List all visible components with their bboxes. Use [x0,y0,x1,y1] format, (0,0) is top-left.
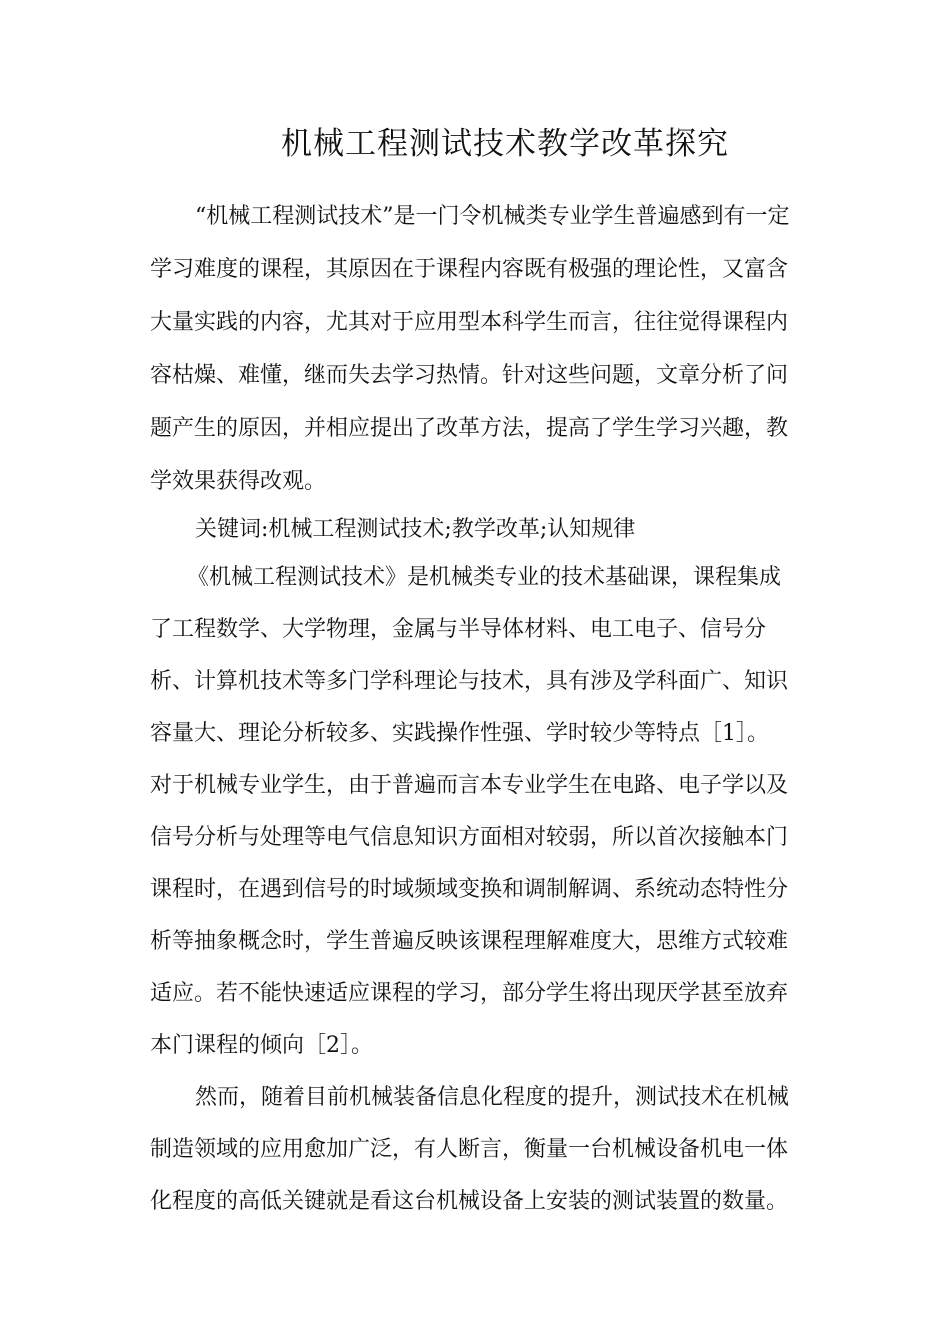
abstract-line: 大量实践的内容，尤其对于应用型本科学生而言，往往觉得课程内 [150,310,789,335]
paragraph-line: 容量大、理论分析较多、实践操作性强、学时较少等特点［1］。 [150,721,769,746]
paragraph-line: 然而，随着目前机械装备信息化程度的提升，测试技术在机械 [195,1085,790,1110]
paragraph-line: 制造领域的应用愈加广泛，有人断言，衡量一台机械设备机电一体 [150,1137,789,1162]
paragraph-line: 了工程数学、大学物理，金属与半导体材料、电工电子、信号分 [150,617,767,642]
keywords-line: 关键词:机械工程测试技术;教学改革;认知规律 [195,517,636,542]
abstract-line: 学习难度的课程，其原因在于课程内容既有极强的理论性，又富含 [150,257,789,282]
paragraph-line: 课程时，在遇到信号的时域频域变换和调制解调、系统动态特性分 [150,877,789,902]
paragraph-line: 对于机械专业学生，由于普遍而言本专业学生在电路、电子学以及 [150,773,789,798]
paragraph-line: 析等抽象概念时，学生普遍反映该课程理解难度大，思维方式较难 [150,929,789,954]
paragraph-line: 适应。若不能快速适应课程的学习，部分学生将出现厌学甚至放弃 [150,981,789,1006]
document-title: 机械工程测试技术教学改革探究 [281,126,729,162]
paragraph-line: 本门课程的倾向［2］。 [150,1033,373,1058]
abstract-line: 学效果获得改观。 [150,469,327,494]
paragraph-line: 《机械工程测试技术》是机械类专业的技术基础课，课程集成 [187,565,782,590]
paragraph-line: 析、计算机技术等多门学科理论与技术，具有涉及学科面广、知识 [150,669,789,694]
paragraph-line: 信号分析与处理等电气信息知识方面相对较弱，所以首次接触本门 [150,825,789,850]
abstract-line: “机械工程测试技术”是一门令机械类专业学生普遍感到有一定 [195,204,790,229]
abstract-line: 题产生的原因，并相应提出了改革方法，提高了学生学习兴趣，教 [150,416,789,441]
paragraph-line: 化程度的高低关键就是看这台机械设备上安装的测试装置的数量。 [150,1189,789,1214]
abstract-line: 容枯燥、难懂，继而失去学习热情。针对这些问题，文章分析了问 [150,363,789,388]
